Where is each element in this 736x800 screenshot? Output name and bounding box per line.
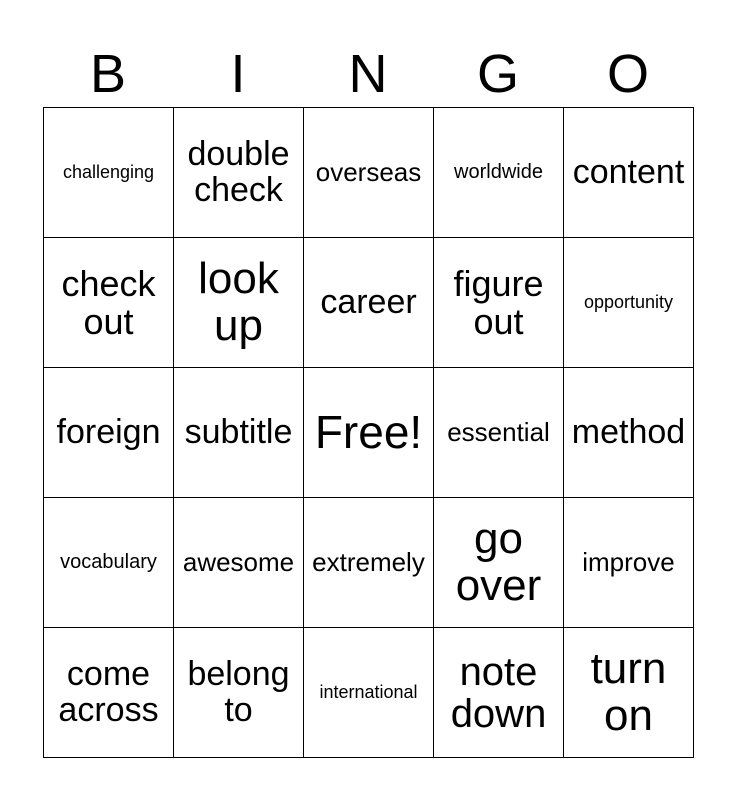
- bingo-cell[interactable]: extremely: [304, 498, 434, 628]
- bingo-cell[interactable]: vocabulary: [44, 498, 174, 628]
- header-letter-o: O: [606, 44, 649, 104]
- bingo-cell[interactable]: content: [564, 108, 694, 238]
- board-row: [44, 238, 694, 368]
- bingo-cell[interactable]: worldwide: [434, 108, 564, 238]
- bingo-cell[interactable]: double check: [174, 108, 304, 238]
- bingo-cell[interactable]: subtitle: [174, 368, 304, 498]
- board-row: [44, 108, 694, 238]
- board-row: [44, 368, 694, 498]
- header-letter-n: N: [348, 44, 388, 104]
- bingo-cell[interactable]: check out: [44, 238, 174, 368]
- bingo-cell[interactable]: international: [304, 628, 434, 758]
- bingo-board: [43, 107, 694, 758]
- bingo-cell[interactable]: look up: [174, 238, 304, 368]
- bingo-cell[interactable]: method: [564, 368, 694, 498]
- free-space-cell[interactable]: Free!: [304, 368, 434, 498]
- bingo-cell[interactable]: overseas: [304, 108, 434, 238]
- bingo-cell[interactable]: opportunity: [564, 238, 694, 368]
- bingo-cell[interactable]: go over: [434, 498, 564, 628]
- bingo-cell[interactable]: career: [304, 238, 434, 368]
- bingo-cell[interactable]: foreign: [44, 368, 174, 498]
- board-row: [44, 628, 694, 758]
- bingo-cell[interactable]: awesome: [174, 498, 304, 628]
- bingo-cell[interactable]: challenging: [44, 108, 174, 238]
- bingo-cell[interactable]: essential: [434, 368, 564, 498]
- header-letter-i: I: [230, 44, 246, 104]
- bingo-cell[interactable]: figure out: [434, 238, 564, 368]
- bingo-cell[interactable]: improve: [564, 498, 694, 628]
- bingo-cell[interactable]: turn on: [564, 628, 694, 758]
- header-letter-b: B: [89, 44, 127, 104]
- header-letter-g: G: [476, 44, 519, 104]
- bingo-cell[interactable]: belong to: [174, 628, 304, 758]
- bingo-cell[interactable]: come across: [44, 628, 174, 758]
- bingo-cell[interactable]: note down: [434, 628, 564, 758]
- bingo-header: [43, 40, 693, 108]
- board-row: [44, 498, 694, 628]
